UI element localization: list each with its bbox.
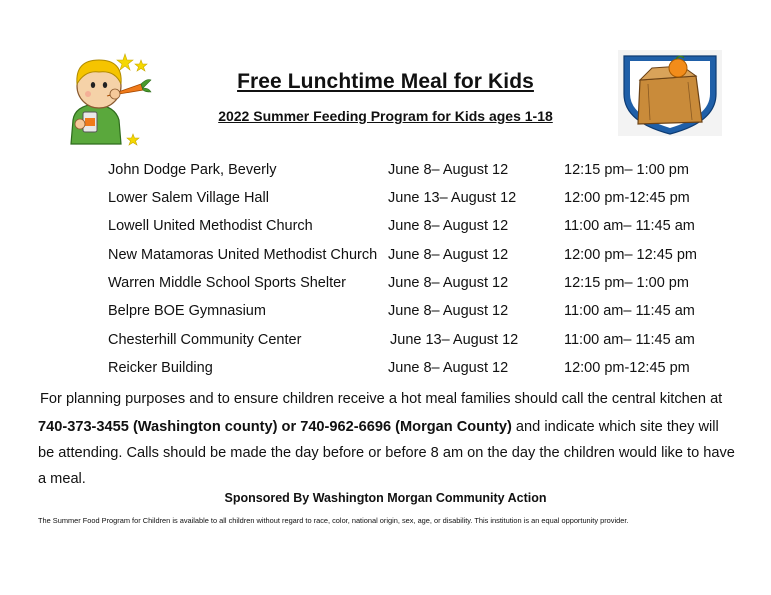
contact-note bbox=[38, 414, 738, 492]
page-title: Free Lunchtime Meal for Kids bbox=[237, 70, 534, 93]
site-row bbox=[0, 303, 771, 327]
site-dates: June 13– August 12 bbox=[388, 190, 517, 206]
site-name: John Dodge Park, Beverly bbox=[108, 162, 277, 178]
site-dates: June 13– August 12 bbox=[390, 332, 519, 348]
phone-numbers: 740-373-3455 (Washington county) or 740-962-6696 (Morgan County) bbox=[38, 419, 512, 435]
contact-instructions: and indicate which site they will be attending. Calls should be made the day before or before 8 am on the day the children would like to have a meal. bbox=[38, 419, 735, 487]
site-time: 12:15 pm– 1:00 pm bbox=[564, 162, 689, 178]
site-dates: June 8– August 12 bbox=[388, 275, 509, 291]
sponsor-line: Sponsored By Washington Morgan Community Action bbox=[224, 491, 547, 505]
site-time: 12:00 pm– 12:45 pm bbox=[564, 247, 698, 263]
planning-note: For planning purposes and to ensure children receive a hot meal families should call the central kitchen at bbox=[40, 391, 723, 407]
site-dates: June 8– August 12 bbox=[388, 303, 509, 319]
site-dates: June 8– August 12 bbox=[388, 360, 509, 376]
site-row bbox=[0, 332, 771, 356]
page-subtitle: 2022 Summer Feeding Program for Kids ages 1-18 bbox=[218, 108, 553, 124]
site-row bbox=[0, 247, 771, 271]
site-name: New Matamoras United Methodist Church bbox=[108, 247, 378, 263]
site-time: 11:00 am– 11:45 am bbox=[564, 303, 695, 319]
child-eating-carrot-icon bbox=[55, 48, 155, 146]
site-time: 12:00 pm-12:45 pm bbox=[564, 190, 690, 206]
site-name: Reicker Building bbox=[108, 360, 213, 376]
site-dates: June 8– August 12 bbox=[388, 162, 509, 178]
site-name: Lower Salem Village Hall bbox=[108, 190, 269, 206]
disclaimer-text: The Summer Food Program for Children is available to all children without regard to race, color, national origin, sex, age, or disability. This institution is an equal opportunity provider. bbox=[38, 516, 629, 525]
site-dates: June 8– August 12 bbox=[388, 247, 509, 263]
site-time: 12:15 pm– 1:00 pm bbox=[564, 275, 689, 291]
site-row bbox=[0, 218, 771, 242]
site-row bbox=[0, 162, 771, 186]
site-dates: June 8– August 12 bbox=[388, 218, 509, 234]
site-time: 11:00 am– 11:45 am bbox=[564, 332, 695, 348]
site-row bbox=[0, 360, 771, 384]
site-name: Lowell United Methodist Church bbox=[108, 218, 313, 234]
site-time: 12:00 pm-12:45 pm bbox=[564, 360, 690, 376]
site-time: 11:00 am– 11:45 am bbox=[564, 218, 695, 234]
site-name: Warren Middle School Sports Shelter bbox=[108, 275, 347, 291]
site-name: Chesterhill Community Center bbox=[108, 332, 302, 348]
site-row bbox=[0, 275, 771, 299]
site-name: Belpre BOE Gymnasium bbox=[108, 303, 266, 319]
site-row bbox=[0, 190, 771, 214]
